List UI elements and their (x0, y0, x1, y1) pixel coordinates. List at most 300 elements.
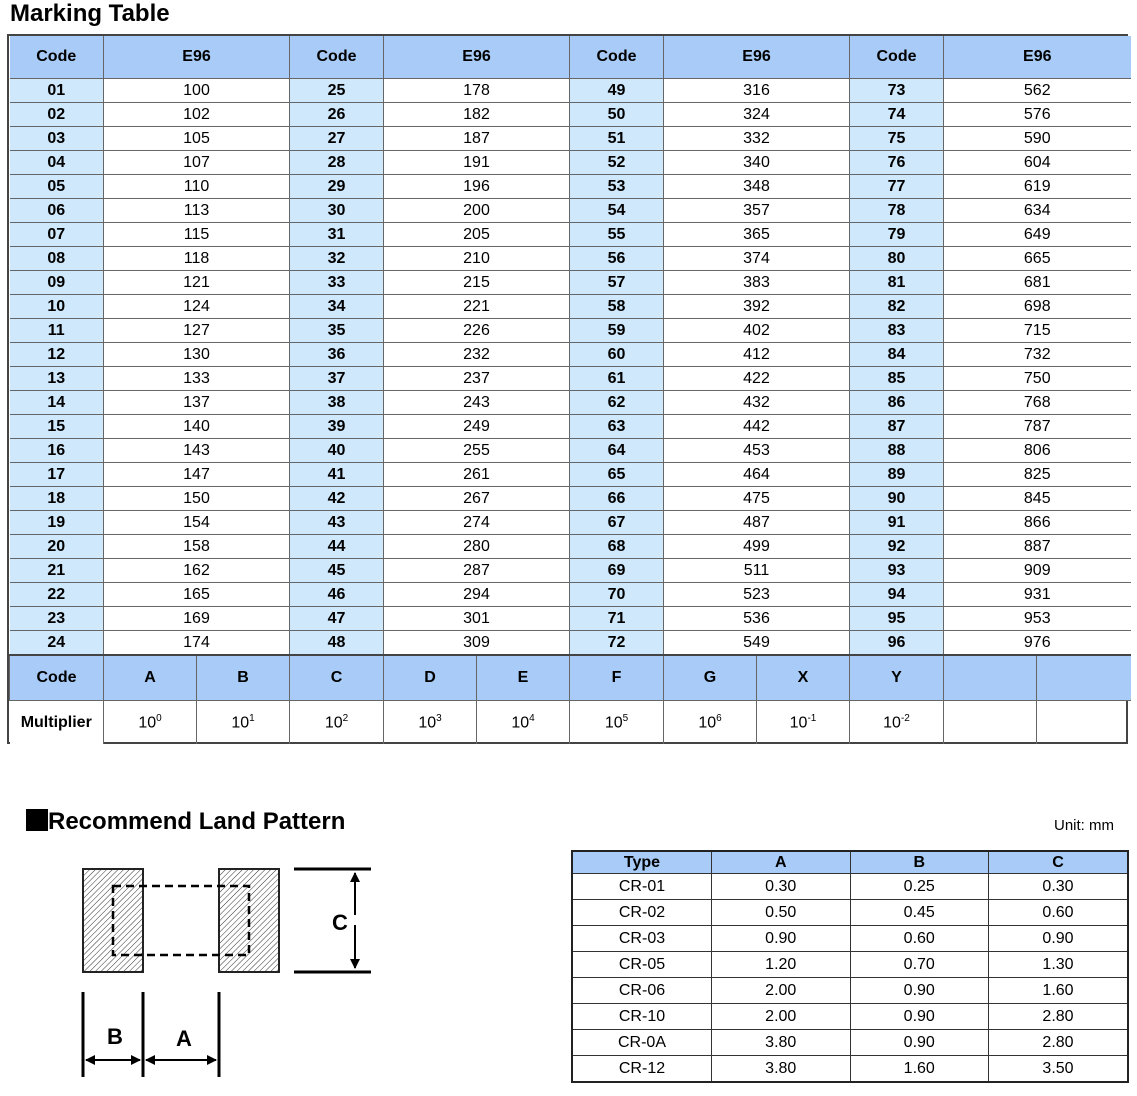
e96-cell: 348 (664, 175, 850, 199)
code-cell: 45 (290, 559, 384, 583)
lp-cell: 0.90 (850, 978, 989, 1004)
e96-cell: 383 (664, 271, 850, 295)
lp-cell: 0.90 (712, 926, 851, 952)
e96-cell: 340 (664, 151, 850, 175)
code-cell: 11 (10, 319, 104, 343)
e96-cell: 249 (384, 415, 570, 439)
e96-cell: 412 (664, 343, 850, 367)
col-header-e96: E96 (384, 36, 570, 79)
code-cell: 54 (570, 199, 664, 223)
lp-cell: 0.90 (989, 926, 1128, 952)
code-cell: 44 (290, 535, 384, 559)
e96-cell: 487 (664, 511, 850, 535)
e96-cell: 210 (384, 247, 570, 271)
code-cell: 65 (570, 463, 664, 487)
e96-cell: 215 (384, 271, 570, 295)
code-cell: 16 (10, 439, 104, 463)
code-cell: 64 (570, 439, 664, 463)
e96-cell: 191 (384, 151, 570, 175)
e96-cell: 432 (664, 391, 850, 415)
multiplier-value: $10^{-2}$ (850, 701, 944, 745)
e96-cell: 127 (104, 319, 290, 343)
code-cell: 96 (850, 631, 944, 656)
e96-cell: 332 (664, 127, 850, 151)
dim-a-label: A (176, 1026, 192, 1051)
e96-cell: 237 (384, 367, 570, 391)
code-cell: 59 (570, 319, 664, 343)
e96-cell: 287 (384, 559, 570, 583)
table-row (573, 900, 1127, 926)
multiplier-code: A (104, 655, 197, 701)
e96-cell: 267 (384, 487, 570, 511)
table-row (10, 607, 1131, 631)
e96-cell: 750 (944, 367, 1131, 391)
e96-cell: 121 (104, 271, 290, 295)
e96-cell: 196 (384, 175, 570, 199)
code-cell: 63 (570, 415, 664, 439)
lp-cell: 3.80 (712, 1030, 851, 1056)
multiplier-code: C (290, 655, 384, 701)
code-cell: 68 (570, 535, 664, 559)
table-row (10, 151, 1131, 175)
code-cell: 48 (290, 631, 384, 656)
code-cell: 80 (850, 247, 944, 271)
e96-cell: 732 (944, 343, 1131, 367)
code-cell: 33 (290, 271, 384, 295)
multiplier-code: X (757, 655, 850, 701)
multiplier-code: Y (850, 655, 944, 701)
code-cell: 51 (570, 127, 664, 151)
e96-cell: 931 (944, 583, 1131, 607)
code-cell: 85 (850, 367, 944, 391)
code-cell: 40 (290, 439, 384, 463)
code-cell: 47 (290, 607, 384, 631)
code-cell: 04 (10, 151, 104, 175)
e96-cell: 787 (944, 415, 1131, 439)
lp-cell: CR-05 (573, 952, 712, 978)
e96-cell: 590 (944, 127, 1131, 151)
code-cell: 61 (570, 367, 664, 391)
code-cell: 77 (850, 175, 944, 199)
code-cell: 08 (10, 247, 104, 271)
dim-c-label: C (332, 910, 348, 935)
code-cell: 90 (850, 487, 944, 511)
table-row (10, 535, 1131, 559)
table-row (10, 247, 1131, 271)
e96-cell: 147 (104, 463, 290, 487)
multiplier-code-header: Code (10, 655, 104, 701)
land-pattern-header-row (573, 852, 1127, 874)
lp-cell: 1.60 (850, 1056, 989, 1082)
land-pattern-body (573, 874, 1127, 1082)
code-cell: 29 (290, 175, 384, 199)
e96-cell: 634 (944, 199, 1131, 223)
lp-cell: CR-0A (573, 1030, 712, 1056)
code-cell: 46 (290, 583, 384, 607)
e96-cell: 665 (944, 247, 1131, 271)
code-cell: 73 (850, 79, 944, 103)
code-cell: 15 (10, 415, 104, 439)
e96-cell: 715 (944, 319, 1131, 343)
code-cell: 82 (850, 295, 944, 319)
e96-cell: 187 (384, 127, 570, 151)
table-row (10, 127, 1131, 151)
lp-cell: 2.00 (712, 978, 851, 1004)
code-cell: 25 (290, 79, 384, 103)
multiplier-code: E (477, 655, 570, 701)
lp-col-header: B (850, 852, 989, 874)
code-cell: 31 (290, 223, 384, 247)
code-cell: 66 (570, 487, 664, 511)
e96-cell: 105 (104, 127, 290, 151)
code-cell: 76 (850, 151, 944, 175)
col-header-code: Code (850, 36, 944, 79)
e96-cell: 909 (944, 559, 1131, 583)
col-header-e96: E96 (664, 36, 850, 79)
land-pattern-heading-text: Recommend Land Pattern (48, 808, 346, 835)
multiplier-code: F (570, 655, 664, 701)
multiplier-code-row (10, 655, 1131, 701)
lp-cell: 0.90 (850, 1030, 989, 1056)
e96-cell: 243 (384, 391, 570, 415)
lp-cell: 1.60 (989, 978, 1128, 1004)
code-cell: 52 (570, 151, 664, 175)
table-row (10, 391, 1131, 415)
col-header-e96: E96 (104, 36, 290, 79)
code-cell: 89 (850, 463, 944, 487)
table-row (10, 415, 1131, 439)
e96-cell: 165 (104, 583, 290, 607)
multiplier-value: $10^2$ (290, 701, 384, 745)
code-cell: 39 (290, 415, 384, 439)
table-row (10, 103, 1131, 127)
e96-cell: 221 (384, 295, 570, 319)
e96-cell: 681 (944, 271, 1131, 295)
e96-cell: 562 (944, 79, 1131, 103)
e96-cell: 130 (104, 343, 290, 367)
multiplier-value: $10^{-1}$ (757, 701, 850, 745)
code-cell: 62 (570, 391, 664, 415)
e96-cell: 205 (384, 223, 570, 247)
multiplier-value-row (10, 701, 1131, 745)
table-row (10, 199, 1131, 223)
e96-cell: 309 (384, 631, 570, 656)
code-cell: 38 (290, 391, 384, 415)
multiplier-code: G (664, 655, 757, 701)
empty-cell (944, 655, 1037, 701)
code-cell: 84 (850, 343, 944, 367)
code-cell: 32 (290, 247, 384, 271)
table-row (573, 926, 1127, 952)
code-cell: 95 (850, 607, 944, 631)
e96-cell: 102 (104, 103, 290, 127)
e96-cell: 133 (104, 367, 290, 391)
table-row (573, 874, 1127, 900)
code-cell: 21 (10, 559, 104, 583)
e96-cell: 137 (104, 391, 290, 415)
code-cell: 36 (290, 343, 384, 367)
dim-b-label: B (107, 1024, 123, 1049)
code-cell: 27 (290, 127, 384, 151)
code-cell: 67 (570, 511, 664, 535)
lp-cell: 1.30 (989, 952, 1128, 978)
e96-cell: 140 (104, 415, 290, 439)
table-row (10, 559, 1131, 583)
col-header-code: Code (570, 36, 664, 79)
land-pattern-table (571, 850, 1129, 1083)
table-row (10, 463, 1131, 487)
lp-cell: CR-01 (573, 874, 712, 900)
code-cell: 74 (850, 103, 944, 127)
table-row (10, 223, 1131, 247)
multiplier-value: $10^4$ (477, 701, 570, 745)
e96-cell: 499 (664, 535, 850, 559)
code-cell: 23 (10, 607, 104, 631)
code-cell: 92 (850, 535, 944, 559)
marking-header-row (10, 36, 1131, 79)
table-row (10, 511, 1131, 535)
e96-cell: 422 (664, 367, 850, 391)
code-cell: 72 (570, 631, 664, 656)
e96-cell: 845 (944, 487, 1131, 511)
e96-cell: 953 (944, 607, 1131, 631)
multiplier-value: $10^6$ (664, 701, 757, 745)
code-cell: 06 (10, 199, 104, 223)
table-row (10, 295, 1131, 319)
e96-cell: 649 (944, 223, 1131, 247)
e96-cell: 806 (944, 439, 1131, 463)
e96-cell: 825 (944, 463, 1131, 487)
e96-cell: 464 (664, 463, 850, 487)
table-row (10, 175, 1131, 199)
code-cell: 75 (850, 127, 944, 151)
table-row (573, 1056, 1127, 1082)
e96-cell: 301 (384, 607, 570, 631)
code-cell: 01 (10, 79, 104, 103)
e96-cell: 357 (664, 199, 850, 223)
lp-cell: 2.80 (989, 1004, 1128, 1030)
e96-cell: 124 (104, 295, 290, 319)
e96-cell: 316 (664, 79, 850, 103)
lp-cell: 0.50 (712, 900, 851, 926)
marking-table-body (10, 36, 1131, 744)
code-cell: 09 (10, 271, 104, 295)
e96-cell: 976 (944, 631, 1131, 656)
e96-cell: 294 (384, 583, 570, 607)
code-cell: 05 (10, 175, 104, 199)
lp-cell: 0.60 (850, 926, 989, 952)
lp-cell: 2.00 (712, 1004, 851, 1030)
col-header-code: Code (10, 36, 104, 79)
lp-cell: 0.25 (850, 874, 989, 900)
e96-cell: 374 (664, 247, 850, 271)
code-cell: 57 (570, 271, 664, 295)
e96-cell: 226 (384, 319, 570, 343)
lp-cell: CR-12 (573, 1056, 712, 1082)
e96-cell: 866 (944, 511, 1131, 535)
code-cell: 14 (10, 391, 104, 415)
code-cell: 81 (850, 271, 944, 295)
e96-cell: 115 (104, 223, 290, 247)
code-cell: 70 (570, 583, 664, 607)
lp-cell: 1.20 (712, 952, 851, 978)
code-cell: 41 (290, 463, 384, 487)
lp-col-header: Type (573, 852, 712, 874)
table-row (573, 952, 1127, 978)
e96-cell: 107 (104, 151, 290, 175)
code-cell: 86 (850, 391, 944, 415)
multiplier-code: D (384, 655, 477, 701)
e96-cell: 887 (944, 535, 1131, 559)
square-bullet-icon (26, 809, 48, 831)
e96-cell: 619 (944, 175, 1131, 199)
table-row (573, 978, 1127, 1004)
e96-cell: 511 (664, 559, 850, 583)
code-cell: 26 (290, 103, 384, 127)
code-cell: 71 (570, 607, 664, 631)
empty-cell (1037, 701, 1131, 745)
code-cell: 19 (10, 511, 104, 535)
table-row (10, 439, 1131, 463)
e96-cell: 698 (944, 295, 1131, 319)
e96-cell: 475 (664, 487, 850, 511)
e96-cell: 182 (384, 103, 570, 127)
code-cell: 13 (10, 367, 104, 391)
lp-cell: CR-10 (573, 1004, 712, 1030)
table-row (10, 319, 1131, 343)
lp-cell: 0.30 (989, 874, 1128, 900)
code-cell: 69 (570, 559, 664, 583)
code-cell: 17 (10, 463, 104, 487)
table-row (10, 367, 1131, 391)
e96-cell: 392 (664, 295, 850, 319)
e96-cell: 274 (384, 511, 570, 535)
e96-cell: 200 (384, 199, 570, 223)
e96-cell: 453 (664, 439, 850, 463)
code-cell: 60 (570, 343, 664, 367)
land-pattern-diagram (70, 855, 390, 1085)
e96-cell: 549 (664, 631, 850, 656)
table-row (10, 583, 1131, 607)
e96-cell: 536 (664, 607, 850, 631)
e96-cell: 110 (104, 175, 290, 199)
multiplier-value: $10^3$ (384, 701, 477, 745)
multiplier-label: Multiplier (10, 701, 104, 745)
e96-cell: 154 (104, 511, 290, 535)
lp-cell: CR-06 (573, 978, 712, 1004)
code-cell: 43 (290, 511, 384, 535)
code-cell: 58 (570, 295, 664, 319)
e96-cell: 604 (944, 151, 1131, 175)
multiplier-value: $10^1$ (197, 701, 290, 745)
table-row (573, 1030, 1127, 1056)
col-header-e96: E96 (944, 36, 1131, 79)
code-cell: 18 (10, 487, 104, 511)
lp-cell: 0.45 (850, 900, 989, 926)
code-cell: 78 (850, 199, 944, 223)
code-cell: 35 (290, 319, 384, 343)
table-row (10, 271, 1131, 295)
table-row (10, 79, 1131, 103)
e96-cell: 576 (944, 103, 1131, 127)
code-cell: 22 (10, 583, 104, 607)
e96-cell: 162 (104, 559, 290, 583)
e96-cell: 255 (384, 439, 570, 463)
lp-col-header: C (989, 852, 1128, 874)
e96-cell: 280 (384, 535, 570, 559)
code-cell: 10 (10, 295, 104, 319)
code-cell: 34 (290, 295, 384, 319)
lp-cell: 3.50 (989, 1056, 1128, 1082)
marking-table (7, 34, 1128, 744)
e96-cell: 100 (104, 79, 290, 103)
code-cell: 37 (290, 367, 384, 391)
table-row (573, 1004, 1127, 1030)
code-cell: 83 (850, 319, 944, 343)
code-cell: 93 (850, 559, 944, 583)
lp-cell: 2.80 (989, 1030, 1128, 1056)
e96-cell: 113 (104, 199, 290, 223)
code-cell: 07 (10, 223, 104, 247)
multiplier-code: B (197, 655, 290, 701)
lp-cell: 0.90 (850, 1004, 989, 1030)
code-cell: 88 (850, 439, 944, 463)
lp-cell: CR-02 (573, 900, 712, 926)
code-cell: 94 (850, 583, 944, 607)
land-pattern-heading (26, 808, 345, 836)
lp-cell: 0.70 (850, 952, 989, 978)
code-cell: 55 (570, 223, 664, 247)
e96-cell: 365 (664, 223, 850, 247)
e96-cell: 768 (944, 391, 1131, 415)
code-cell: 50 (570, 103, 664, 127)
col-header-code: Code (290, 36, 384, 79)
code-cell: 53 (570, 175, 664, 199)
e96-cell: 232 (384, 343, 570, 367)
e96-cell: 158 (104, 535, 290, 559)
multiplier-value: $10^0$ (104, 701, 197, 745)
code-cell: 91 (850, 511, 944, 535)
lp-cell: 0.30 (712, 874, 851, 900)
code-cell: 42 (290, 487, 384, 511)
code-cell: 87 (850, 415, 944, 439)
code-cell: 03 (10, 127, 104, 151)
e96-cell: 143 (104, 439, 290, 463)
code-cell: 12 (10, 343, 104, 367)
e96-cell: 523 (664, 583, 850, 607)
multiplier-value: $10^5$ (570, 701, 664, 745)
code-cell: 20 (10, 535, 104, 559)
empty-cell (944, 701, 1037, 745)
lp-cell: CR-03 (573, 926, 712, 952)
left-pad (83, 869, 143, 972)
lp-cell: 0.60 (989, 900, 1128, 926)
e96-cell: 150 (104, 487, 290, 511)
code-cell: 56 (570, 247, 664, 271)
e96-cell: 324 (664, 103, 850, 127)
e96-cell: 402 (664, 319, 850, 343)
empty-cell (1037, 655, 1131, 701)
marking-table-title: Marking Table (10, 0, 170, 27)
lp-cell: 3.80 (712, 1056, 851, 1082)
code-cell: 79 (850, 223, 944, 247)
e96-cell: 118 (104, 247, 290, 271)
code-cell: 02 (10, 103, 104, 127)
unit-label: Unit: mm (1054, 817, 1114, 834)
code-cell: 24 (10, 631, 104, 656)
code-cell: 49 (570, 79, 664, 103)
code-cell: 28 (290, 151, 384, 175)
